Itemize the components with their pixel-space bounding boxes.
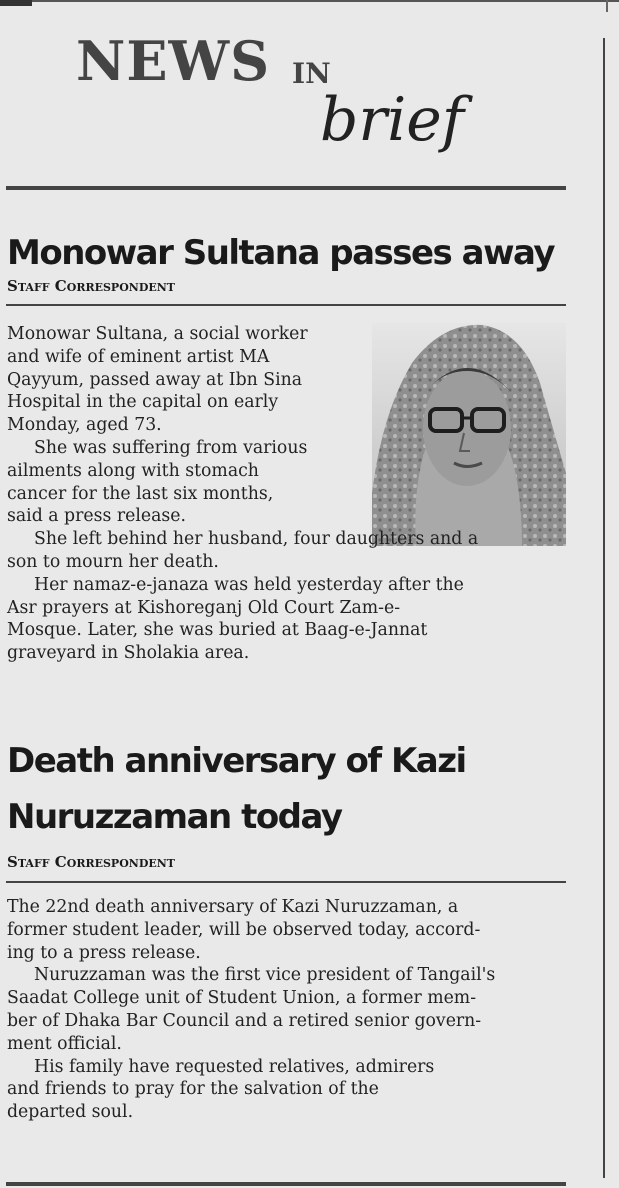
masthead-rule	[6, 186, 566, 190]
body-line: departed soul.	[7, 1102, 134, 1123]
body-line: The 22nd death anniversary of Kazi Nuruzzaman, a	[7, 897, 459, 917]
article-headline[interactable]: Monowar Sultana passes away	[7, 233, 555, 273]
body-line: Her namaz-e-janaza was held yesterday after the	[34, 574, 464, 595]
article-byline: Staff Correspondent	[7, 853, 175, 871]
masthead-news: NEWS	[76, 29, 271, 93]
bottom-rule	[6, 1182, 566, 1186]
body-line: ailments along with stomach	[7, 460, 259, 481]
body-line: ment official.	[7, 1033, 122, 1054]
body-line: ber of Dhaka Bar Council and a retired senior govern-	[7, 1010, 482, 1031]
article-headline-line1[interactable]: Death anniversary of Kazi	[7, 741, 466, 781]
column-rule-top	[606, 0, 608, 12]
article-headline-line2[interactable]: Nuruzzaman today	[7, 797, 342, 837]
body-line: Hospital in the capital on early	[7, 392, 279, 413]
body-line: and friends to pray for the salvation of the	[7, 1079, 379, 1100]
section-masthead	[0, 0, 600, 190]
article-byline: Staff Correspondent	[7, 277, 175, 295]
body-line: Nuruzzaman was the first vice president of Tangail's	[34, 965, 496, 986]
body-line: former student leader, will be observed today, accord-	[7, 919, 481, 940]
body-line: son to mourn her death.	[7, 551, 219, 572]
body-line: Saadat College unit of Student Union, a former mem-	[7, 988, 477, 1009]
body-line: cancer for the last six months,	[7, 483, 274, 504]
column-divider-rule	[603, 38, 605, 1178]
body-line: and wife of eminent artist MA	[7, 346, 270, 367]
body-line: said a press release.	[7, 506, 186, 527]
body-line: Mosque. Later, she was buried at Baag-e-Jannat	[7, 620, 428, 641]
article-rule	[6, 304, 566, 306]
body-line: Monowar Sultana, a social worker	[7, 324, 308, 344]
body-line: ing to a press release.	[7, 942, 201, 963]
body-line: Asr prayers at Kishoreganj Old Court Zam-e-	[7, 597, 401, 618]
body-line: His family have requested relatives, admirers	[34, 1056, 435, 1077]
body-line: Monday, aged 73.	[7, 415, 162, 436]
masthead-brief: brief	[320, 85, 464, 155]
masthead-in: IN	[292, 57, 331, 90]
body-line: Qayyum, passed away at Ibn Sina	[7, 369, 303, 390]
body-line: She was suffering from various	[34, 437, 308, 458]
article-body	[7, 896, 495, 1124]
body-line: graveyard in Sholakia area.	[7, 643, 250, 664]
body-line: She left behind her husband, four daughters and a	[34, 529, 479, 550]
article-body	[7, 323, 478, 665]
article-rule	[6, 881, 566, 883]
